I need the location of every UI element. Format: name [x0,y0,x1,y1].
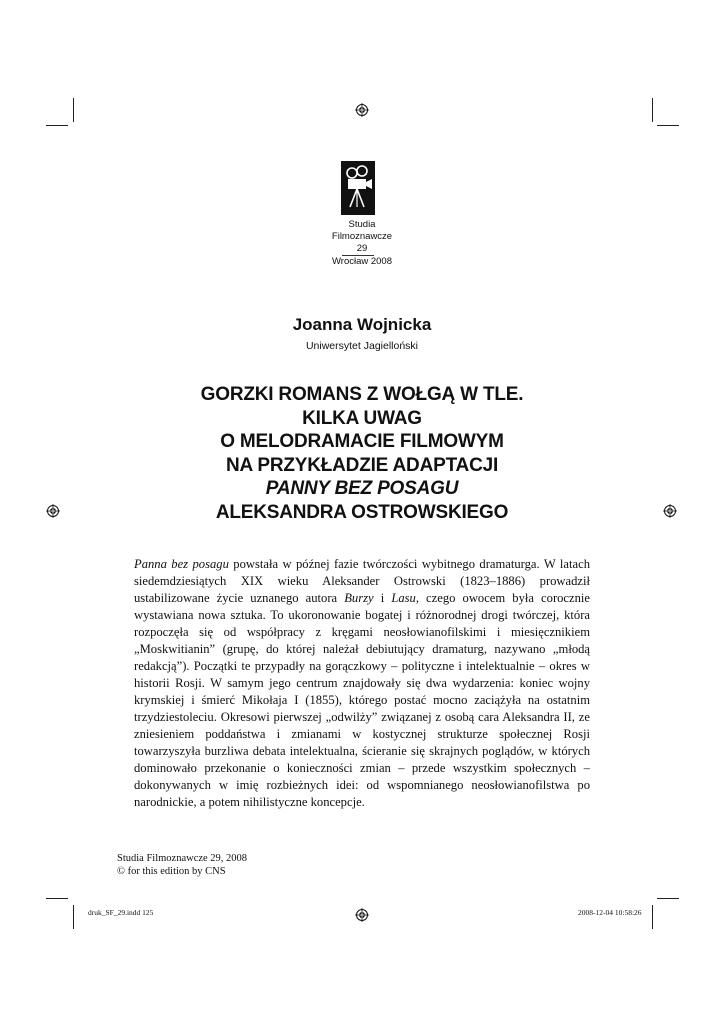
crop-mark-bottom-left-h [46,898,68,899]
article-title [132,383,592,524]
registration-mark-icon [355,908,369,922]
title-line-2: KILKA UWAG [302,407,422,429]
registration-mark-icon [355,103,369,117]
footer-line-2: © for this edition by CNS [117,866,226,877]
crop-mark-bottom-right-h [657,898,679,899]
slug-timestamp: 2008-12-04 10:58:26 [578,908,642,917]
registration-mark-icon [663,504,677,518]
body-text-3: , czego owocem była corocznie wystawiana nowa sztuka. To ukoronowanie bogatej i różnorodnej drogi twórczej, która rozpoczęła się od współpracy z kręgami neosłowianofilskimi i miesięcznikiem „Moskwitianin” (grupę, do której należał debiutujący dramaturg, nazywano „młodą redakcją”). Początki te przypadły na gorączkowy – polityczne i intelektualnie – okres w historii Rosji. W samym jego centrum znajdowały się dwa wydarzenia: koniec wojny krymskiej i śmierć Mikołaja I (1855), którego postać mocno zaciążyła na ostatnim trzydziestoleciu. Okresowi pierwszej „odwilży” związanej z osobą cara Aleksandra II, ze zniesieniem poddaństwa i zmianami w kostycznej strukturze społecznej Rosji towarzyszyła burzliwa debata intelektualna, ścieranie się skrajnych poglądów, w których dominowało przekonanie o konieczności zmian – przede wszystkim społecznych – dokonywanych w imię rozbieżnych idei: od wspomnianego neosłowianofilstwa po narodnickie, a potem nihilistyczne koncepcje. [134,591,590,809]
crop-mark-top-left-h [46,125,68,126]
crop-mark-top-right-v [652,98,653,122]
title-line-6: ALEKSANDRA OSTROWSKIEGO [215,501,509,523]
series-name-line2: Filmoznawcze [331,231,393,242]
lead-title-italic: Panna bez posagu [134,557,229,571]
title-line-4: NA PRZYKŁADZIE ADAPTACJI [225,454,499,476]
work-title-lasu: Lasu [391,591,416,605]
crop-mark-bottom-right-v [652,905,653,929]
crop-mark-bottom-left-v [73,905,74,929]
footer-line-1: Studia Filmoznawcze 29, 2008 [117,853,248,864]
body-text-2: i [373,591,392,605]
work-title-burzy: Burzy [344,591,374,605]
series-name-line1: Studia [348,219,376,230]
crop-mark-top-left-v [73,98,74,122]
body-text-1: powstała w późnej fazie twórczości wybitnego dramaturga. W latach siedemdziesiątych XIX wieku Aleksander Ostrowski (1823–1886) prowadził ustabilizowane życie uznanego autora [134,557,590,605]
film-camera-logo-icon [341,161,375,215]
body-paragraph [134,556,590,811]
author-name: Joanna Wojnicka [292,315,432,334]
crop-mark-top-right-h [657,125,679,126]
series-place-year: Wrocław 2008 [331,256,393,267]
series-number: 29 [356,243,368,254]
title-line-3: O MELODRAMACIE FILMOWYM [220,431,504,452]
title-line-5: PANNY BEZ POSAGU [265,478,459,499]
title-line-1: GORZKI ROMANS Z WOŁGĄ W TLE. [200,384,524,405]
slug-file-info: druk_SF_29.indd 125 [88,908,154,917]
registration-mark-icon [46,504,60,518]
copyright-footer [117,852,247,878]
author-affiliation: Uniwersytet Jagielloński [305,340,419,352]
